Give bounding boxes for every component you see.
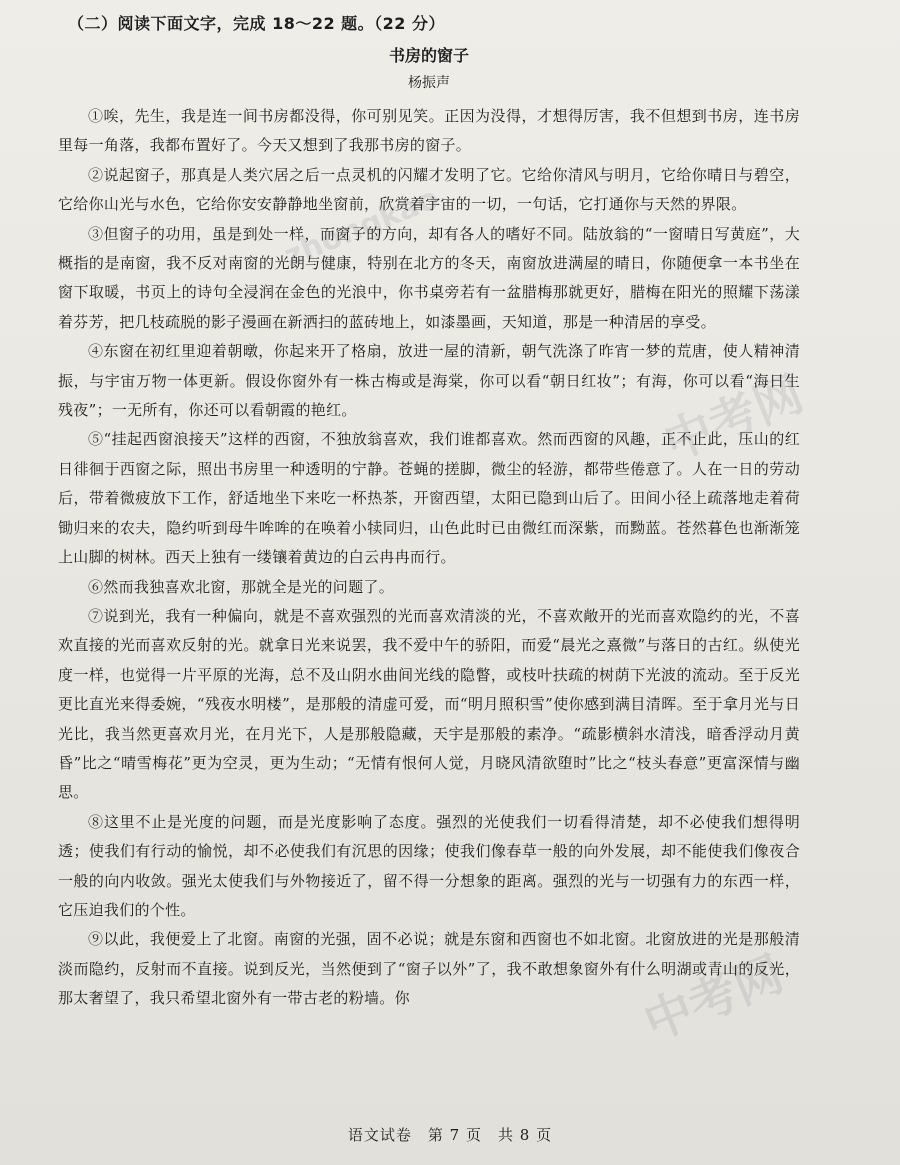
paragraph-8: ⑧这里不止是光度的问题，而是光度影响了态度。强烈的光使我们一切看得清楚，却不必使我们想得明透；使我们有行动的愉悦，却不必使我们有沉思的因缘；使我们像春草一般的向外发展，却不能使我们像夜合一般的向内收敛。强光太使我们与外物接近了，留不得一分想象的距离。强烈的光与一切强有力的东西一样，它压迫我们的个性。: [58, 812, 800, 919]
reading-section: [58, 10, 800, 1014]
page-footer: 语文试卷 第 7 页 共 8 页: [347, 1126, 553, 1144]
paragraph-1: ①唉，先生，我是连一间书房都没得，你可别见笑。正因为没得，才想得厉害，我不但想到书房，连书房里每一角落，我都布置好了。今天又想到了我那书房的窗子。: [58, 107, 800, 155]
watermark: 中考网: [656, 365, 811, 472]
paragraph-3: ③但窗子的功用，虽是到处一样，而窗子的方向，却有各人的嗜好不同。陆放翁的“一窗晴日写黄庭”，大概指的是南窗，我不反对南窗的光朗与健康，特别在北方的冬天，南窗放进满屋的晴日，你随便拿一本书坐在窗下取暖，书页上的诗句全浸润在金色的光浪中，你书桌旁若有一盆腊梅那就更好，腊梅在阳光的照耀下荡漾着芬芳，把几枝疏脱的影子漫画在新洒扫的蓝砖地上，如漆墨画，天知道，那是一种清居的享受。: [58, 224, 800, 331]
paragraph-9: ⑨以此，我便爱上了北窗。南窗的光强，固不必说；就是东窗和西窗也不如北窗。北窗放进的光是那般清淡而隐约，反射而不直接。说到反光，当然便到了“窗子以外”了，我不敢想象窗外有什么明湖或青山的反光，那太奢望了，我只希望北窗外有一带古老的粉墙。你: [58, 930, 800, 1008]
paragraph-6: ⑥然而我独喜欢北窗，那就全是光的问题了。: [88, 577, 395, 596]
article-title: 书房的窗子: [388, 46, 469, 65]
paragraph-4: ④东窗在初红里迎着朝暾，你起来开了格扇，放进一屋的清新，朝气洗涤了昨宵一梦的荒唐，使人精神清振，与宇宙万物一体更新。假设你窗外有一株古梅或是海棠，你可以看“朝日红妆”；有海，你可以看“海日生残夜”；一无所有，你还可以看朝霞的艳红。: [58, 342, 800, 420]
watermark: 中考网: [636, 945, 791, 1052]
paragraph-5: ⑤“挂起西窗浪接天”这样的西窗，不独放翁喜欢，我们谁都喜欢。然而西窗的风趣，正不止此，压山的红日徘徊于西窗之际，照出书房里一种透明的宁静。苍蝇的搓脚，微尘的轻游，都带些倦意了。人在一日的劳动后，带着微疲放下工作，舒适地坐下来吃一杯热茶，开窗西望，太阳已隐到山后了。田间小径上疏落地走着荷锄归来的农夫，隐约听到母牛哞哞的在唤着小犊同归，山色此时已由微红而深紫，而黝蓝。苍然暮色也渐渐笼上山脚的树林。西天上独有一缕镶着黄边的白云冉冉而行。: [58, 430, 800, 567]
paragraph-7: ⑦说到光，我有一种偏向，就是不喜欢强烈的光而喜欢清淡的光，不喜欢敞开的光而喜欢隐约的光，不喜欢直接的光而喜欢反射的光。就拿日光来说罢，我不爱中午的骄阳，而爱“晨光之熹微”与落日的古红。纵使光度一样，也觉得一片平原的光海，总不及山阴水曲间光线的隐瞥，或枝叶扶疏的树荫下光波的流动。至于反光更比直光来得委婉，“残夜水明楼”，是那般的清虚可爱，而“明月照积雪”使你感到满目清晖。至于拿月光与日光比，我当然更喜欢月光，在月光下，人是那般隐藏，天宇是那般的素净。“疏影横斜水清浅，暗香浮动月黄昏”比之“晴雪梅花”更为空灵，更为生动；“无情有恨何人觉，月晓风清欲堕时”比之“枝头春意”更富深情与幽思。: [58, 606, 800, 802]
section-heading: （二）阅读下面文字，完成 18～22 题。（22 分）: [68, 14, 446, 33]
watermark: zhongkao: [279, 180, 444, 275]
article-author: 杨振声: [408, 75, 450, 91]
paragraph-2: ②说起窗子，那真是人类穴居之后一点灵机的闪耀才发明了它。它给你清风与明月，它给你晴日与碧空，它给你山光与水色，它给你安安静静地坐窗前，欣赏着宇宙的一切，一句话，它打通你与天然的界限。: [58, 165, 800, 214]
